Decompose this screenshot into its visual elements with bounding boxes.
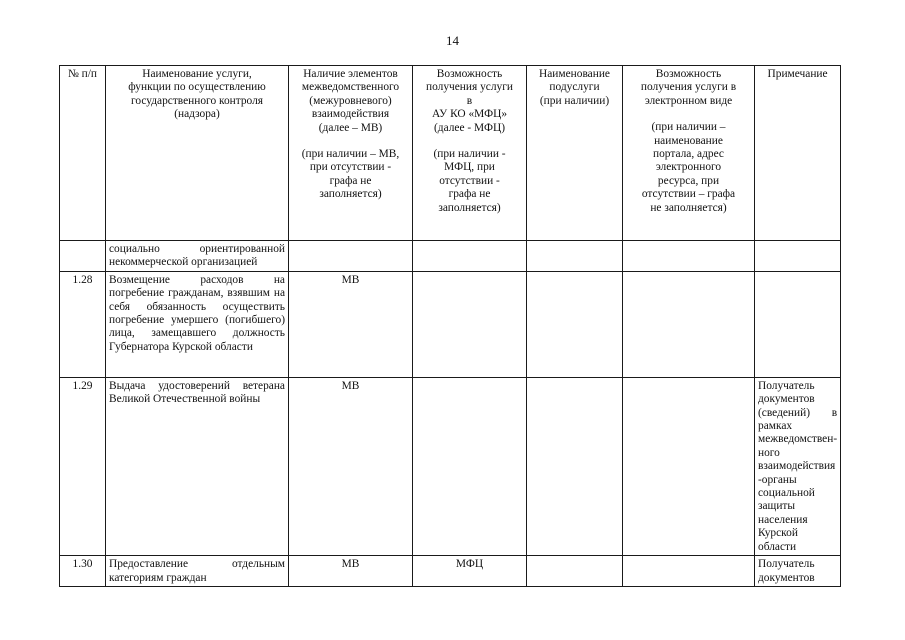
row-service-name: Предоставление отдельным категориям граждан (106, 556, 289, 587)
header-interagency: Наличие элементов межведомственного (межуровневого) взаимодействия (далее – МВ) (при наличии – МВ, при отсутствии - графа не заполняется) (289, 66, 413, 241)
row-number: 1.28 (60, 271, 106, 377)
row-note (755, 271, 841, 377)
row-subservice (527, 377, 623, 555)
table-row (60, 241, 841, 272)
page-number: 14 (446, 33, 459, 48)
row-interagency: МВ (289, 556, 413, 587)
table-header-row (60, 66, 841, 241)
row-mfc: МФЦ (413, 556, 527, 587)
row-mfc (413, 271, 527, 377)
row-interagency: МВ (289, 377, 413, 555)
row-subservice (527, 556, 623, 587)
row-note: Получатель документов (755, 556, 841, 587)
row-subservice (527, 271, 623, 377)
row-number: 1.30 (60, 556, 106, 587)
header-subservice: Наименование подуслуги (при наличии) (527, 66, 623, 241)
row-mfc (413, 377, 527, 555)
row-service-name: Выдача удостоверений ветерана Великой Отечественной войны (106, 377, 289, 555)
header-mfc: Возможность получения услуги в АУ КО «МФЦ» (далее - МФЦ) (при наличии - МФЦ, при отсутствии - графа не заполняется) (413, 66, 527, 241)
row-electronic (623, 556, 755, 587)
row-number (60, 241, 106, 272)
row-electronic (623, 377, 755, 555)
header-electronic: Возможность получения услуги в электронном виде (при наличии – наименование портала, адрес электронного ресурса, при отсутствии – графа не заполняется) (623, 66, 755, 241)
row-mfc (413, 241, 527, 272)
row-interagency (289, 241, 413, 272)
row-electronic (623, 271, 755, 377)
row-interagency: МВ (289, 271, 413, 377)
header-number: № п/п (60, 66, 106, 241)
row-note (755, 241, 841, 272)
row-subservice (527, 241, 623, 272)
row-service-name: Возмещение расходов на погребение гражданам, взявшим на себя обязанность осуществить погребение умершего (погибшего) лица, замещавшего должность Губернатора Курской области (106, 271, 289, 377)
table-row (60, 271, 841, 377)
header-service-name: Наименование услуги, функции по осуществлению государственного контроля (надзора) (106, 66, 289, 241)
header-note: Примечание (755, 66, 841, 241)
table-row (60, 377, 841, 555)
row-note: Получатель документов (сведений) в рамках межведомствен-ного взаимодействия -органы социальной защиты населения Курской области (755, 377, 841, 555)
row-electronic (623, 241, 755, 272)
row-service-name: социально ориентированной некоммерческой организацией (106, 241, 289, 272)
row-number: 1.29 (60, 377, 106, 555)
table-row (60, 556, 841, 587)
services-table (59, 65, 841, 587)
